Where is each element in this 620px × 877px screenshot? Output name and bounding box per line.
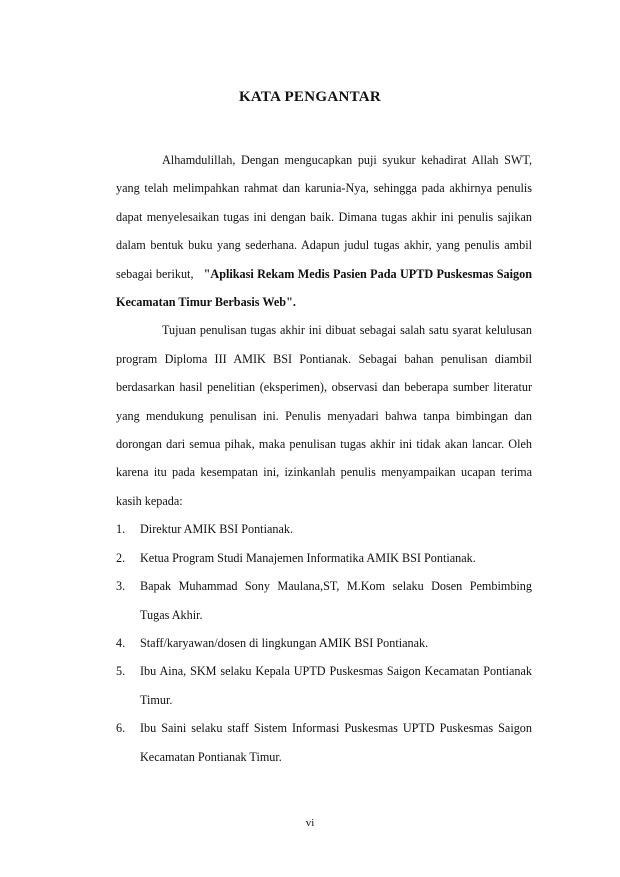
thesis-title: "Aplikasi Rekam Medis Pasien Pada UPTD Puskesmas Saigon Kecamatan Timur Berbasis Web" [116,266,532,310]
body-text [116,146,532,771]
list-item [116,657,532,714]
list-item [116,629,532,657]
list-item [116,544,532,572]
list-item-text: Direktur AMIK BSI Pontianak. [140,522,294,537]
paragraph-purpose: Tujuan penulisan tugas akhir ini dibuat sebagai salah satu syarat kelulusan program Diploma III AMIK BSI Pontianak. Sebagai bahan penulisan diambil berdasarkan hasil penelitian (eksperimen), observasi dan beberapa sumber literatur yang mendukung penulisan ini. Penulis menyadari bahwa tanpa bimbingan dan dorongan dari semua pihak, maka penulisan tugas akhir ini tidak akan lancar. Oleh karena itu pada kesempatan ini, izinkanlah penulis menyampaikan ucapan terima kasih kepada: [116,323,532,508]
list-item-text: Ibu Saini selaku staff Sistem Informasi Puskesmas UPTD Puskesmas Saigon Kecamatan Pontianak Timur. [140,721,532,764]
list-item-text: Bapak Muhammad Sony Maulana,ST, M.Kom selaku Dosen Pembimbing Tugas Akhir. [140,579,532,622]
list-item [116,714,532,771]
list-item [116,515,532,543]
list-item [116,572,532,629]
list-item-text: Ketua Program Studi Manajemen Informatika AMIK BSI Pontianak. [140,550,476,565]
list-item-number: 2. [116,550,126,565]
page-title: KATA PENGANTAR [238,89,382,105]
list-item-text: Staff/karyawan/dosen di lingkungan AMIK BSI Pontianak. [140,635,429,650]
list-item-number: 5. [116,664,126,679]
paragraph-intro [116,146,532,316]
acknowledgement-list [116,515,532,771]
list-item-number: 3. [116,579,126,594]
page-number: vi [305,817,315,829]
list-item-text: Ibu Aina, SKM selaku Kepala UPTD Puskesmas Saigon Kecamatan Pontianak Timur. [140,664,532,707]
list-item-number: 4. [116,635,126,650]
list-item-number: 1. [116,522,126,537]
list-item-number: 6. [116,721,126,736]
thesis-title-end: . [292,295,296,310]
paragraph-intro-text: Alhamdulillah, Dengan mengucapkan puji syukur kehadirat Allah SWT, yang telah melimpahkan rahmat dan karunia-Nya, sehingga pada akhirnya penulis dapat menyelesaikan tugas ini dengan baik. Dimana tugas akhir ini penulis sajikan dalam bentuk buku yang sederhana. Adapun judul tugas akhir, yang penulis ambil sebagai berikut, [116,153,532,281]
